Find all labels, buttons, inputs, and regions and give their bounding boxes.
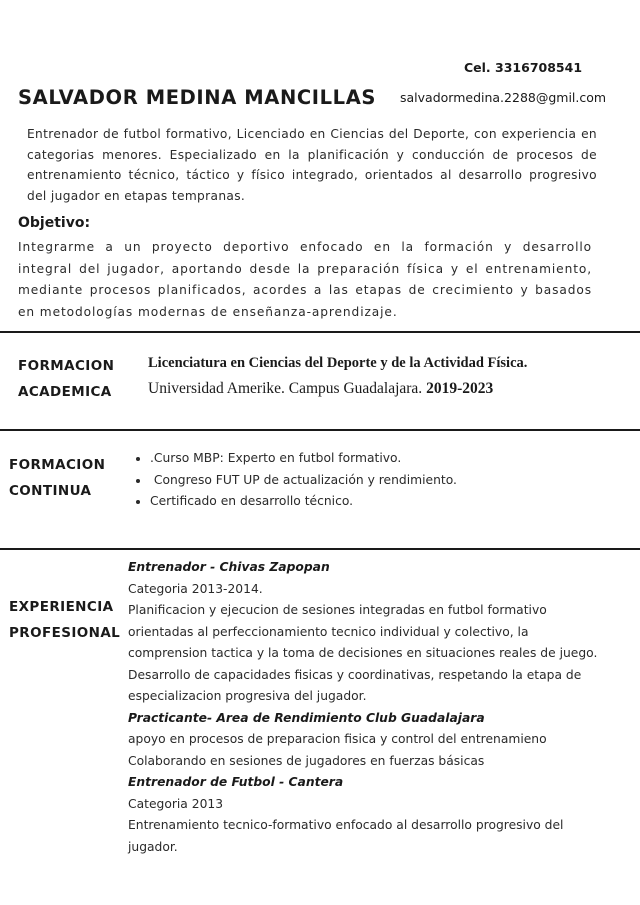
list-item: • Certificado en desarrollo técnico. — [150, 491, 457, 513]
job-role: Practicante- Area de Rendimiento Club Guadalajara — [128, 710, 485, 725]
job-role: Entrenador de Futbol - Cantera — [128, 775, 344, 789]
job-detail: Planificacion y ejecucion de sesiones integradas en futbol formativo — [128, 603, 547, 617]
section-title-line: EXPERIENCIA — [9, 599, 114, 615]
candidate-name: SALVADOR MEDINA MANCILLAS — [18, 86, 377, 109]
job-detail: Categoria 2013-2014. — [128, 581, 263, 596]
objective-text: Integrarme a un proyecto deportivo enfocado en la formación y desarrollo integral del jugador, aportando desde la preparación física y el entrenamiento, mediante procesos planificados, acordes a las etapas de crecimiento y basados en metodologías modernas de enseñanza-aprendizaje. — [18, 240, 592, 319]
job-detail: Entrenamiento tecnico-formativo enfocado al desarrollo progresivo del — [128, 818, 564, 832]
list-item: • Congreso FUT UP de actualización y rendimiento. — [150, 470, 457, 492]
section-title-line: FORMACION — [18, 358, 115, 374]
continuing-section-title — [9, 452, 105, 504]
experience-list — [128, 557, 628, 858]
job-detail: orientadas al perfeccionamiento tecnico individual y colectivo, la — [128, 624, 529, 639]
course-list — [120, 448, 457, 513]
section-title-line: PROFESIONAL — [9, 625, 121, 641]
job-detail: Desarrollo de capacidades fisicas y coordinativas, respetando la etapa de — [128, 667, 582, 682]
school-name: Universidad Amerike. Campus Guadalajara. — [148, 380, 423, 397]
email-address: salvadormedina.2288@gmil.com — [400, 90, 607, 105]
section-title-line: FORMACION — [9, 457, 106, 473]
section-title-line: CONTINUA — [9, 483, 92, 499]
academic-section-title — [18, 353, 114, 405]
job-detail: especializacion progresiva del jugador. — [128, 689, 367, 703]
school-line — [148, 380, 493, 398]
section-title-line: ACADEMICA — [18, 384, 112, 400]
job-detail: comprension tactica y la toma de decisiones en situaciones reales de juego. — [128, 646, 598, 660]
section-divider — [0, 548, 640, 550]
list-item: • .Curso MBP: Experto en futbol formativo. — [150, 448, 457, 470]
objective-heading: Objetivo: — [18, 215, 91, 231]
profile-summary: Entrenador de futbol formativo, Licenciado en Ciencias del Deporte, con experiencia en categorias menores. Especializado en la planificación y conducción de procesos de entrenamiento técnico, táctico y físico integrado, orientados al desarrollo progresivo del jugador en etapas tempranas. — [27, 127, 597, 203]
job-detail: apoyo en procesos de preparacion fisica y control del entrenamieno — [128, 732, 547, 746]
phone-number: Cel. 3316708541 — [464, 60, 583, 75]
section-divider — [0, 331, 640, 333]
job-detail: jugador. — [128, 839, 178, 854]
section-divider — [0, 429, 640, 431]
experience-section-title — [9, 594, 120, 646]
job-detail: Categoria 2013 — [128, 796, 224, 811]
job-role: Entrenador - Chivas Zapopan — [128, 560, 330, 574]
school-years: 2019-2023 — [426, 380, 494, 397]
degree-title: Licenciatura en Ciencias del Deporte y de la Actividad Física. — [148, 355, 528, 371]
job-detail: Colaborando en sesiones de jugadores en fuerzas básicas — [128, 753, 485, 768]
